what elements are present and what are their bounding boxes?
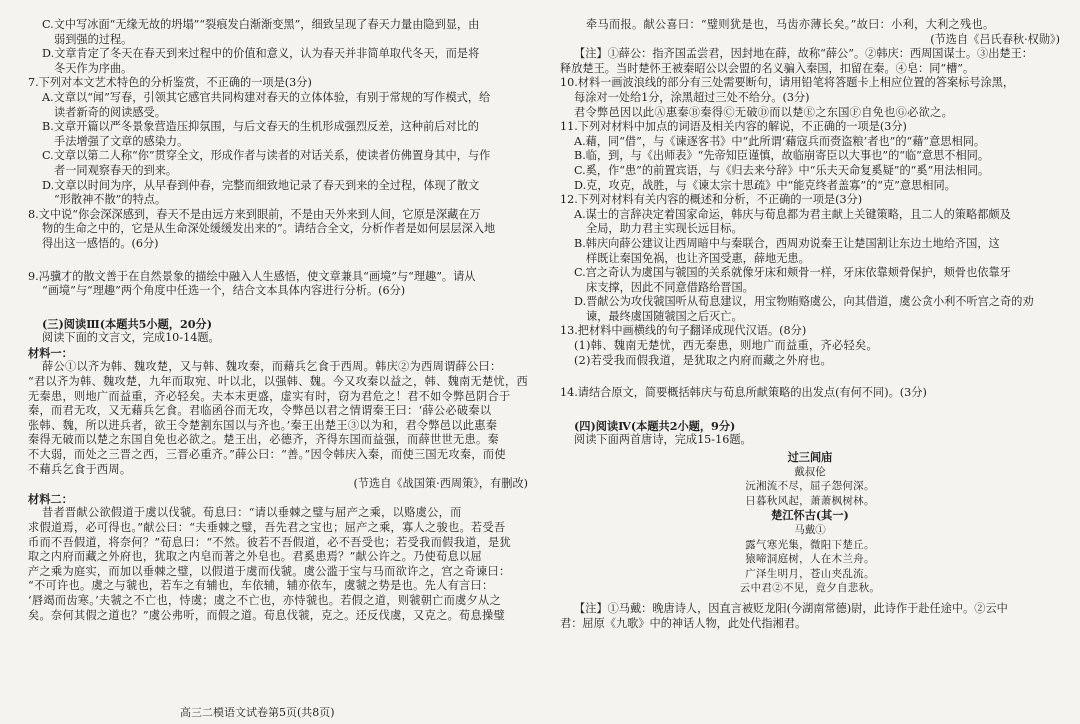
text-line: “形散神不散”的特点。 [54, 193, 167, 207]
text-line: C.文章以第二人称“你”贯穿全文，形成作者与读者的对话关系，使读者仿佛置身其中，与作 [42, 149, 491, 163]
text-line: 7.下列对本文艺术特色的分析鉴赏，不正确的一项是(3分) [28, 76, 312, 90]
text-line: (2)若受我而假我道，是犹取之内府而藏之外府也。 [574, 353, 832, 367]
text-line: 不藉兵乞食于西周。 [28, 462, 132, 476]
right-column-text [560, 18, 1060, 448]
poem-two-line: 露气寒光集，微阳下楚丘。 [745, 538, 875, 551]
text-line: 12.下列对材料有关内容的概述和分析，不正确的一项是(3分) [560, 193, 863, 207]
text-line: 昔者晋献公欲假道于虞以伐虢。荀息曰：“请以垂棘之璧与屈产之乘，以赂虞公，而 [42, 506, 462, 520]
text-line [560, 401, 1060, 419]
text-line: 币而不吾假道，将奈何？”荀息曰：“不然。彼若不吾假道，必不吾受也；若受我而假我道，是犹 [28, 535, 512, 549]
text-line: 求假道焉，必可得也。”献公曰：“夫垂棘之璧，吾先君之宝也；屈产之乘，寡人之骏也。若受吾 [28, 521, 506, 534]
text-line: 冬天作为序曲。 [54, 61, 133, 75]
text-line [28, 252, 528, 270]
text-line: 秦，而君无攻，又无藉兵乞食。君临函谷而无攻，令弊邑以君之情谓秦王曰：‘薛公必破秦以 [28, 404, 492, 418]
poem-note-line: 【注】①马戴：晚唐诗人，因直言被贬龙阳(今湖南常德)尉，此诗作于赴任途中。②云中 [574, 601, 1008, 615]
text-line: “画境”与“理趣”两个角度中任选一个，结合文本具体内容进行分析。(6分) [42, 284, 406, 298]
text-line: 矣。奈何其假之道也？”虞公弗听，而假之道。荀息伐虢，克之。还反伐虞，又克之。荀息操璧 [28, 608, 506, 622]
text-line: 手法增强了文章的感染力。 [54, 134, 189, 148]
text-line: 8.文中说“你会深深感到，春天不是由远方来到眼前，不是由天外来到人间，它原是深藏在万 [28, 207, 481, 221]
text-line: 秦得无破而以楚之东国自免也必欲之。楚王出，必德齐，齐得东国而益强，而薛世世无患。秦 [28, 433, 499, 447]
text-line: B.文章开篇以严冬景象营造压抑氛围，与后文春天的生机形成强烈反差，这种前后对比的 [42, 120, 479, 134]
text-line: B.临，到，与《出师表》“先帝知臣谨慎，故临崩寄臣以大事也”的“临”意思不相同。 [574, 149, 990, 163]
text-line: A.文章以“闻”写春，引领其它感官共同构建对春天的立体体验，有别于常规的写作模式，给 [42, 90, 491, 104]
poem-two-line: 猿啼洞庭树，人在木兰舟。 [745, 553, 875, 566]
text-line: 牵马而报。献公喜曰：“璧则犹是也，马齿亦薄长矣。”故曰：小利，大利之残也。 [586, 18, 995, 31]
text-line: 全局，助力君主实现长远目标。 [586, 222, 743, 236]
text-line: 样既让秦国免祸，也让齐国受惠，薛地无患。 [586, 251, 810, 265]
text-line: 张韩、魏，所以进兵者，欲王令楚割东国以与齐也。’秦王出楚王③以为和，君令弊邑以此惠秦 [28, 418, 498, 432]
poem-two-author: 马戴① [794, 524, 826, 536]
poem-one-line: 日暮秋风起，萧萧枫树林。 [745, 494, 875, 507]
text-line: 释放楚王。当时楚怀王被秦昭公以会盟的名义骗入秦国，扣留在秦。④皂：同“槽”。 [560, 61, 975, 75]
text-line: D.克，攻克，战胜，与《谏太宗十思疏》中“能克终者盖寡”的“克”意思相同。 [574, 178, 956, 192]
text-line: 读者新奇的阅读感受。 [54, 105, 166, 119]
text-line: 床支撑，因此不同意借路给晋国。 [586, 280, 754, 294]
text-line [560, 368, 1060, 386]
text-line: 得出这一感悟的。(6分) [42, 236, 159, 250]
text-line: “君以齐为韩、魏攻楚，九年而取宛、叶以北，以强韩、魏。今又攻秦以益之，韩、魏南无楚忧，西 [28, 375, 528, 389]
text-line: 13.把材料中画横线的句子翻译成现代汉语。(8分) [560, 324, 807, 338]
text-line: 产之乘为庭实，而加以垂棘之璧，以假道于虞而伐虢。虞公滥于宝与马而欲许之，宫之奇谏曰： [28, 564, 511, 578]
text-line: 取之内府而藏之外府也，犹取之内皂而著之外皂也。君奚患焉？”献公许之。乃使荀息以屈 [28, 550, 483, 564]
text-line: 阅读下面两首唐诗，完成15-16题。 [574, 433, 752, 447]
text-line [28, 299, 528, 317]
text-line: ‘唇竭而齿寒。’夫虢之不亡也，恃虞；虞之不亡也，亦恃虢也。若假之道，则虢朝亡而虞夕从之 [28, 593, 502, 607]
text-line: 10.材料一画波浪线的部分有三处需要断句，请用铅笔将答题卡上相应位置的答案标号涂黑， [560, 76, 1015, 90]
text-line: 者一同观察春天的到来。 [54, 163, 178, 177]
text-line: (三)阅读Ⅲ(本题共5小题，20分) [42, 316, 213, 331]
text-line: 谏，最终虞国随虢国之后灭亡。 [586, 309, 743, 323]
text-line: (1)韩、魏南无楚忧，西无秦患，则地广而益重，齐必轻矣。 [574, 339, 878, 353]
text-line: 9.冯骥才的散文善于在自然景象的描绘中融入人生感悟，使文章兼具“画境”与“理趣”。请从 [28, 269, 476, 283]
text-line: A.谋士的言辞决定着国家命运，韩庆与荀息都为君主献上关键策略，且二人的策略都颇及 [574, 207, 1011, 221]
poem-one-line: 沅湘流不尽，屈子怨何深。 [745, 480, 875, 493]
text-line: C.奚，作“患”的前置宾语，与《归去来兮辞》中“乐夫天命复奚疑”的“奚”用法相同。 [574, 163, 990, 177]
text-line: D.文章以时间为序，从早春到仲春，完整而细致地记录了春天到来的全过程，体现了散文 [42, 178, 480, 192]
text-line: 【注】①薛公：指齐国孟尝君，因封地在薛，故称“薛公”。②韩庆：西周国谋士。③出楚王： [574, 47, 1033, 61]
text-line: 材料二： [28, 491, 73, 506]
text-line: 材料一： [28, 345, 73, 360]
text-line: (四)阅读Ⅳ(本题共2小题，9分) [574, 418, 736, 433]
text-line: D.晋献公为攻伐虢国听从荀息建议，用宝物贿赂虞公，向其借道，虞公贪小利不听宫之奇的劝 [574, 295, 1034, 309]
text-line: (节选自《战国策·西周策》，有删改) [353, 477, 528, 491]
poem-note-line: 君：屈原《九歌》中的神话人物，此处代指湘君。 [560, 616, 807, 630]
poem-two-line: 广泽生明月，苍山夹乱流。 [745, 567, 875, 580]
poem-two [560, 508, 1060, 596]
text-line: 11.下列对材料中加点的词语及相关内容的解说，不正确的一项是(3分) [560, 120, 907, 134]
left-column [28, 18, 528, 623]
poem-one-title: 过三闾庙 [787, 450, 833, 465]
text-line: “不可许也。虞之与虢也，若车之有辅也，车依辅，辅亦依车，虞虢之势是也。先人有言曰： [28, 579, 494, 593]
text-line: 物的生命之中的，它是从生命深处缓缓发出来的”。请结合全文，分析作者是如何层层深入地 [42, 222, 496, 236]
text-line: 薛公①以齐为韩、魏攻楚，又与韩、魏攻秦，而藉兵乞食于西周。韩庆②为西周谓薛公曰： [42, 360, 502, 374]
text-line: 弱到强的过程。 [54, 32, 133, 46]
poem-one [560, 450, 1060, 508]
text-line: B.韩庆向薛公建议让西周暗中与秦联合，西周劝说秦王让楚国割让东边土地给齐国，这 [574, 236, 1000, 250]
text-line: 无秦患，则地广而益重，齐必轻矣。夫本末更盛，虚实有时，窃为君危之！君不如令弊邑阴合于 [28, 389, 511, 403]
text-line: 每涂对一处给1分，涂黑超过三处不给分。(3分) [574, 90, 810, 104]
poem-two-line: 云中君②不见，竟夕自悲秋。 [739, 582, 881, 595]
poem-one-author: 戴叔伦 [794, 465, 826, 478]
text-line: 不大弱，而处之三晋之西，三晋必重齐。”薛公曰：“善。”因令韩庆入秦，而使三国无攻秦，而使 [28, 448, 506, 462]
text-line: 阅读下面的文言文，完成10-14题。 [42, 331, 220, 345]
text-line: A.藉，同“借”，与《谏逐客书》中“此所谓‘藉寇兵而赍盗粮’者也”的“藉”意思相同。 [574, 134, 986, 148]
poem-two-title: 楚江怀古(其一) [771, 508, 849, 523]
text-line: D.文章肯定了冬天在春天到来过程中的价值和意义，认为春天并非简单取代冬天，而是将 [42, 47, 480, 61]
text-line: C.文中写冰面“无缘无故的坍塌”“裂痕发白渐渐变黑”，细致呈现了春天力量由隐到显，由 [42, 18, 480, 31]
text-line: 14.请结合原文，简要概括韩庆与荀息所献策略的出发点(有何不同)。(3分) [560, 386, 927, 400]
right-column [560, 18, 1060, 631]
text-line: 君令弊邑因以此Ⓐ惠秦Ⓑ秦得Ⓒ无破Ⓓ而以楚Ⓔ之东国Ⓕ自免也Ⓖ必欲之。 [574, 105, 954, 119]
page-footer: 高三二模语文试卷第5页(共8页) [180, 706, 335, 719]
text-line: C.宫之奇认为虞国与虢国的关系就像牙床和颊骨一样，牙床依靠颊骨保护，颊骨也依靠牙 [574, 266, 1011, 280]
text-line: (节选自《吕氏春秋·权勋》) [930, 32, 1060, 46]
